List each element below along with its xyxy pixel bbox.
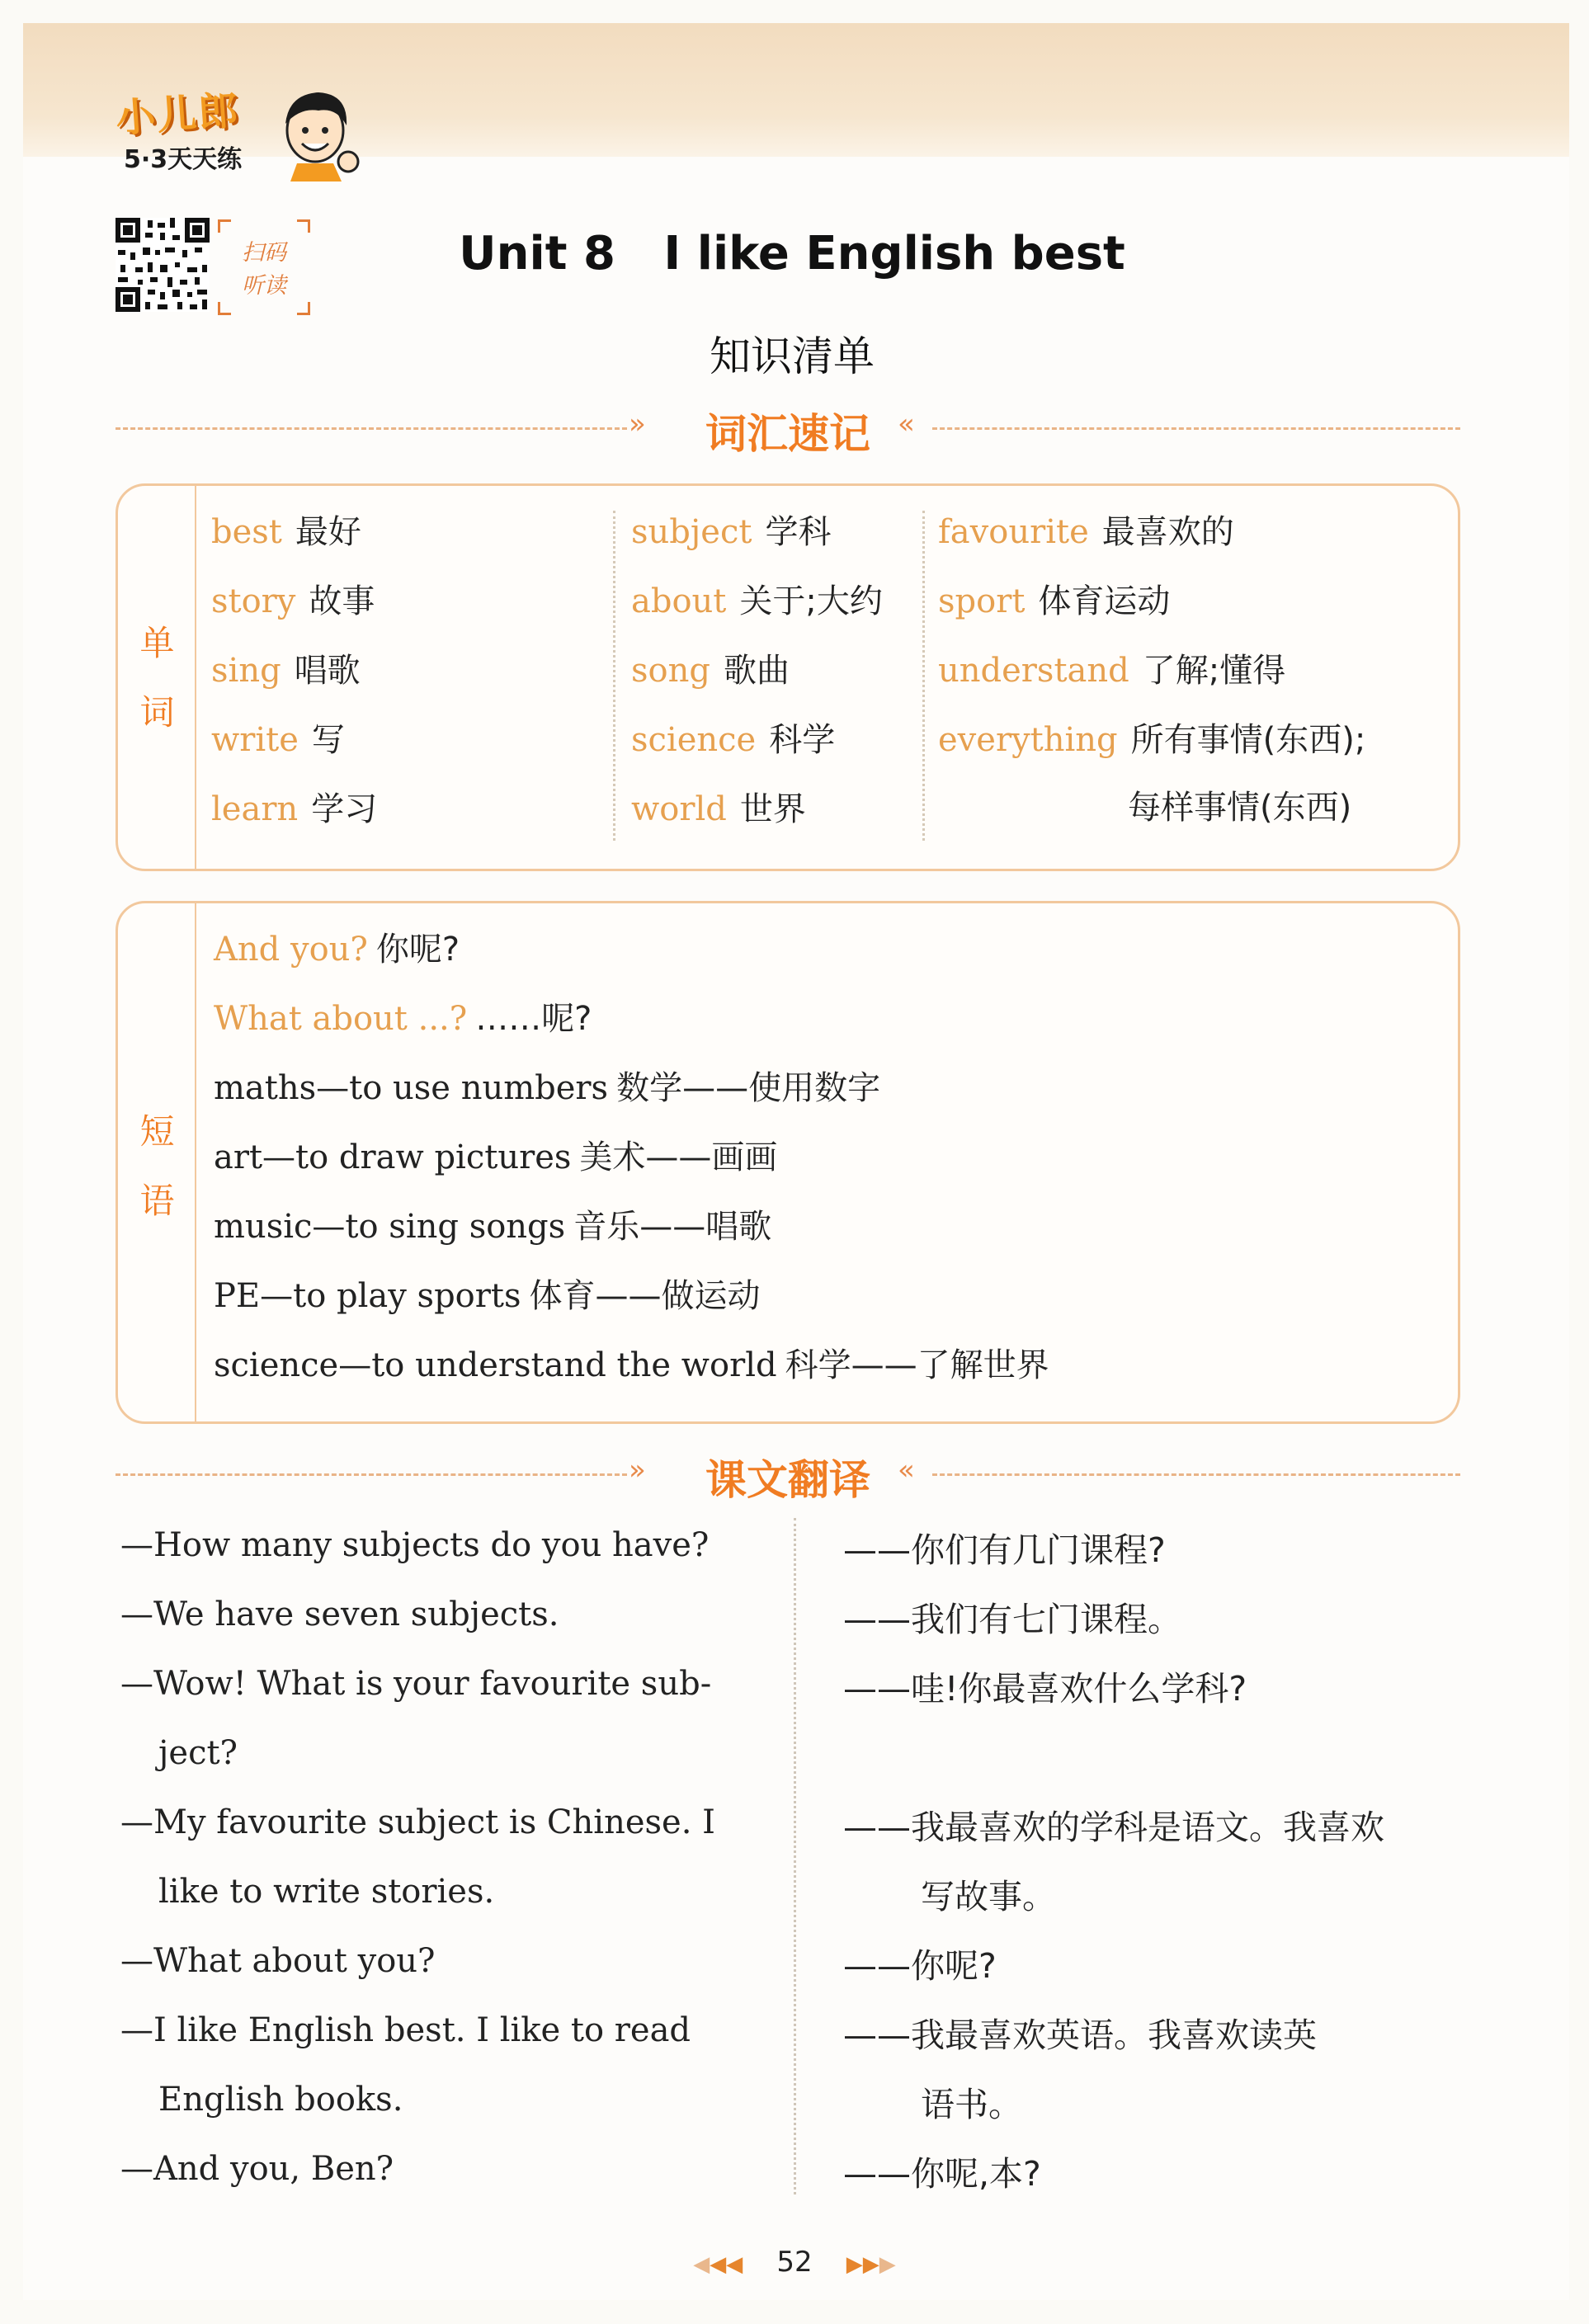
vocab-section-header (116, 403, 1460, 458)
vocab-label-char2: 词 (139, 692, 175, 733)
prev-page-icon: ◀◀ (710, 2252, 743, 2277)
dialogue-cn-line: ——你呢? (843, 1946, 997, 1986)
brand-subtitle: 5·3天天练 (124, 145, 243, 174)
brand-logo: 小儿郎 (114, 87, 242, 143)
phrase-item: And you? 你呢? (214, 931, 460, 969)
dialogue-cn-line: ——我最喜欢英语。我喜欢读英 (843, 2015, 1317, 2055)
phrases-box (116, 901, 1460, 1424)
right-arrow-icon: » (629, 1454, 646, 1487)
dialogue-cn-line: ——我们有七门课程。 (843, 1600, 1181, 1639)
scan-to-listen-label[interactable] (218, 219, 310, 315)
dialogue-en-line: —And you, Ben? (120, 2150, 394, 2188)
vocab-label-char1: 单 (139, 623, 175, 663)
phrases-label-char2: 语 (139, 1181, 175, 1221)
vocab-item: sing 唱歌 (211, 652, 361, 690)
translation-section-title: 课文翻译 (705, 1456, 870, 1504)
dialogue-en-line: —What about you? (120, 1942, 436, 1980)
dialogue-cn-line: ——哇!你最喜欢什么学科? (843, 1669, 1247, 1709)
qr-code-icon[interactable] (116, 218, 210, 312)
vocab-item: write 写 (211, 721, 345, 759)
vocab-item: about 关于;大约 (631, 582, 883, 620)
mascot-boy-icon (272, 82, 363, 181)
scan-text-line1: 扫码 (242, 240, 286, 266)
dialogue-cn-line: 写故事。 (921, 1877, 1056, 1916)
page-number: 52 (776, 2246, 813, 2279)
vocab-side-label (118, 486, 196, 869)
dialogue-cn-line: ——你们有几门课程? (843, 1530, 1166, 1570)
dialogue-en-line: —My favourite subject is Chinese. I (120, 1803, 715, 1841)
vocab-section-title: 词汇速记 (705, 410, 870, 458)
dialogue-en-line: ject? (158, 1734, 238, 1772)
page-footer (0, 2246, 1589, 2279)
vocab-item: favourite 最喜欢的 (938, 513, 1234, 551)
translation-section-header (116, 1449, 1460, 1504)
column-divider (922, 511, 925, 841)
vocab-item: best 最好 (211, 513, 361, 551)
column-divider (613, 511, 615, 841)
left-arrow-icon: « (898, 408, 915, 441)
right-arrow-icon: » (629, 408, 646, 441)
vocab-item: song 歌曲 (631, 652, 790, 690)
left-arrow-icon: « (898, 1454, 915, 1487)
phrase-item: science—to understand the world 科学——了解世界 (214, 1346, 1049, 1384)
dialogue-cn-line: ——你呢,本? (843, 2154, 1041, 2194)
vocab-item: understand 了解;懂得 (938, 652, 1286, 690)
phrases-side-label (118, 903, 196, 1421)
dialogue-cn-line: ——我最喜欢的学科是语文。我喜欢 (843, 1808, 1384, 1847)
vocab-item: learn 学习 (211, 790, 378, 828)
phrase-item: music—to sing songs 音乐——唱歌 (214, 1208, 772, 1246)
phrase-item: What about ...? ……呢? (214, 1000, 592, 1038)
vocab-item: subject 学科 (631, 513, 832, 551)
next-page-icon: ▶ (879, 2252, 896, 2277)
dialogue-en-line: —I like English best. I like to read (120, 2011, 691, 2049)
vocabulary-box (116, 483, 1460, 871)
dialogue-en-line: English books. (158, 2081, 403, 2119)
phrase-item: maths—to use numbers 数学——使用数字 (214, 1069, 881, 1107)
vocab-item: world 世界 (631, 790, 806, 828)
phrase-item: PE—to play sports 体育——做运动 (214, 1277, 761, 1315)
dialogue-cn-line: 语书。 (921, 2085, 1022, 2124)
vocab-item-continuation: 每样事情(东西) (1128, 789, 1352, 827)
dialogue-en-line: —Wow! What is your favourite sub- (120, 1665, 712, 1703)
dialogue-en-line: —We have seven subjects. (120, 1596, 559, 1633)
page-title: Unit 8 I like English best (459, 227, 1125, 280)
next-page-icon: ▶▶ (846, 2252, 879, 2277)
vocab-item: everything 所有事情(东西); (938, 721, 1366, 759)
vocab-item: science 科学 (631, 721, 836, 759)
translation-column-divider (794, 1518, 796, 2194)
vocab-item: sport 体育运动 (938, 582, 1171, 620)
prev-page-icon: ◀ (693, 2252, 710, 2277)
dialogue-en-line: like to write stories. (158, 1873, 495, 1911)
vocab-item: story 故事 (211, 582, 375, 620)
dialogue-en-line: —How many subjects do you have? (120, 1526, 710, 1564)
phrase-item: art—to draw pictures 美术——画画 (214, 1138, 778, 1176)
phrases-label-char1: 短 (139, 1111, 175, 1152)
page-subtitle: 知识清单 (710, 332, 875, 380)
scan-text-line2: 听读 (242, 273, 286, 299)
header-band (23, 23, 1569, 157)
